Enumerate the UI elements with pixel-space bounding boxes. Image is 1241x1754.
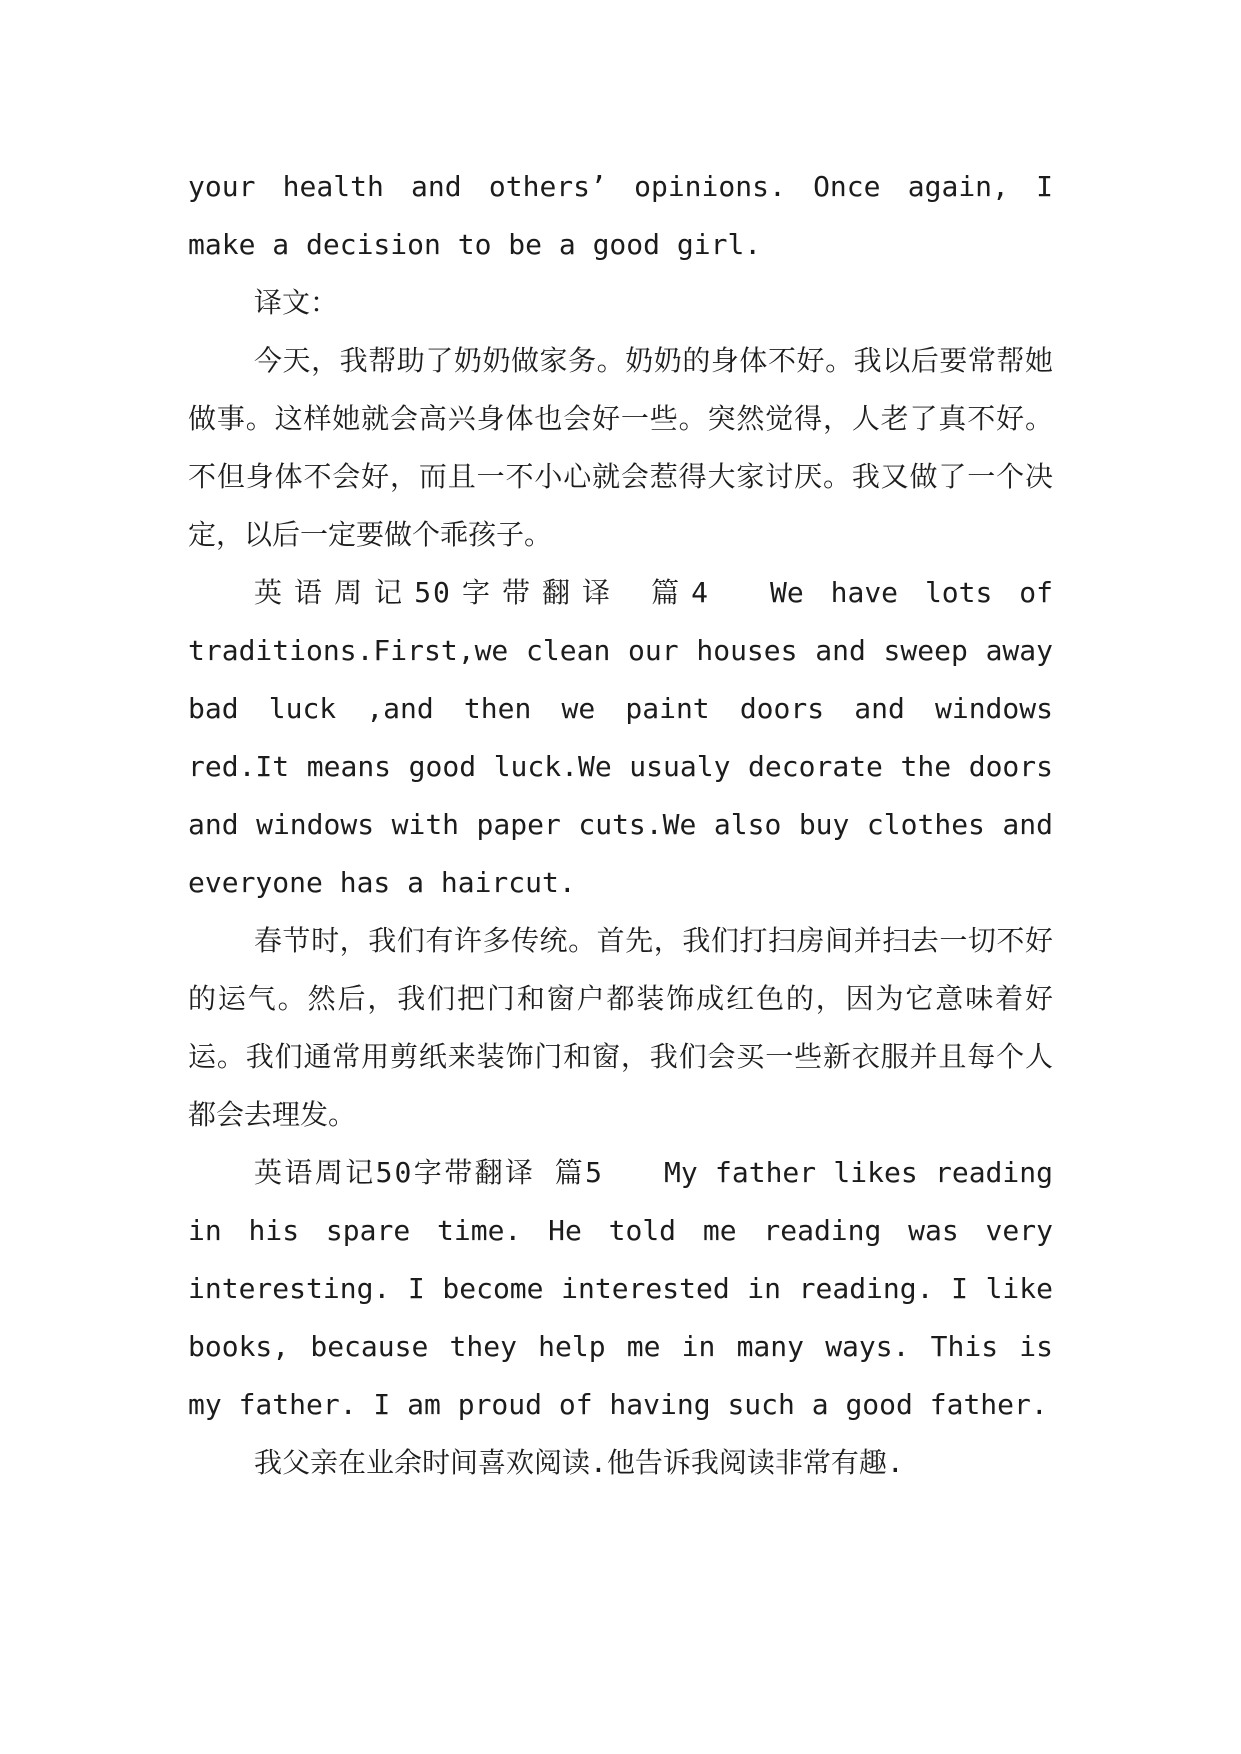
entry-5 — [188, 1144, 1053, 1434]
entry-4-chinese-translation: 春节时，我们有许多传统。首先，我们打扫房间并扫去一切不好的运气。然后，我们把门和窗户都装饰成红色的，因为它意味着好运。我们通常用剪纸来装饰门和窗，我们会买一些新衣服并且每个人都会去理发。 — [188, 924, 1053, 1131]
entry-4-english-text: We have lots of traditions.First,we clean our houses and sweep away bad luck ,and then we paint doors and windows red.It means good luck.We usualy decorate the doors and windows with paper cuts.We also buy clothes and everyone has a haircut. — [188, 576, 1053, 899]
entry-4-heading: 英语周记50字带翻译 篇4 — [254, 576, 710, 609]
entry-4 — [188, 564, 1053, 912]
entry-5-english-text: My father likes reading in his spare time. He told me reading was very interesting. I become interested in reading. I like books, because they help me in many ways. This is my father. I am proud of having such a good father. — [188, 1156, 1053, 1421]
paragraph-english-closing: your health and others’ opinions. Once again, I make a decision to be a good girl. — [188, 170, 1053, 261]
entry-5-heading: 英语周记50字带翻译 篇5 — [254, 1156, 605, 1189]
paragraph-chinese-translation: 今天，我帮助了奶奶做家务。奶奶的身体不好。我以后要常帮她做事。这样她就会高兴身体也会好一些。突然觉得，人老了真不好。不但身体不会好，而且一不小心就会惹得大家讨厌。我又做了一个决定，以后一定要做个乖孩子。 — [188, 344, 1053, 551]
document-body — [188, 158, 1053, 1492]
translation-label: 译文： — [254, 286, 339, 319]
entry-5-chinese-translation: 我父亲在业余时间喜欢阅读.他告诉我阅读非常有趣. — [254, 1446, 904, 1479]
